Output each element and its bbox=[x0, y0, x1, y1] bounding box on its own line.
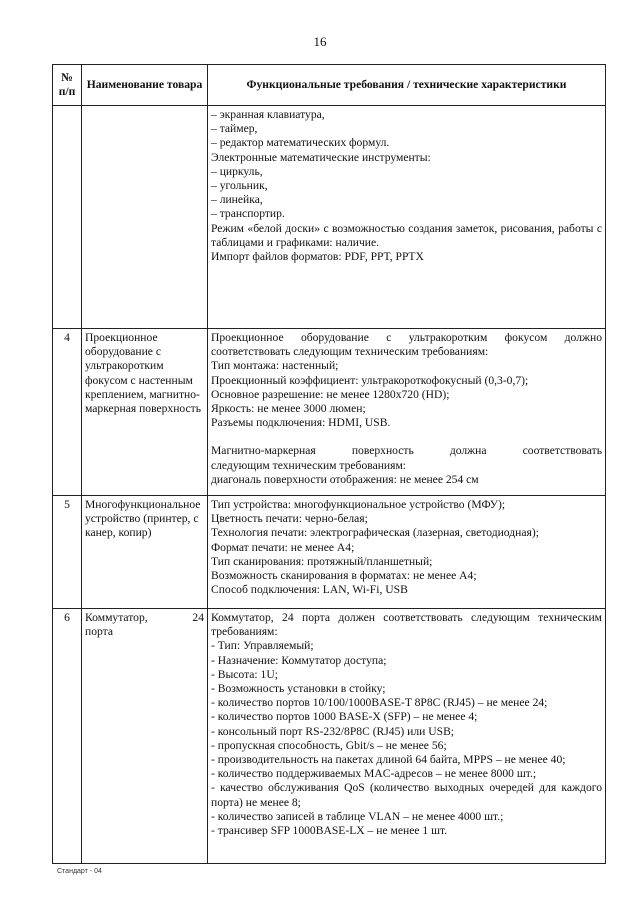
word: поверхность bbox=[351, 444, 414, 458]
row-product-name bbox=[82, 609, 208, 864]
page-number: 16 bbox=[313, 34, 327, 49]
requirement-line: - количество портов 10/100/1000BASE-T 8P8C (RJ45) – не менее 24; bbox=[211, 696, 548, 710]
product-name-first-line bbox=[85, 611, 204, 625]
requirement-line: - Назначение: Коммутатор доступа; bbox=[211, 653, 387, 667]
requirement-line: - трансивер SFP 1000BASE-LX – не менее 1 шт. bbox=[211, 824, 448, 838]
header-requirements: Функциональные требования / технические характеристики bbox=[208, 65, 606, 106]
requirement-line: – экранная клавиатура, bbox=[211, 108, 325, 121]
requirement-line: - качество обслуживания QoS (количество выходных очередей для каждого порта) не менее 8; bbox=[211, 781, 602, 809]
requirement-line: - Тип: Управляемый; bbox=[211, 639, 314, 653]
paragraph-gap bbox=[211, 430, 602, 444]
footer-label: Стандарт - 04 bbox=[57, 868, 102, 875]
requirement-line bbox=[211, 444, 602, 458]
specification-table bbox=[52, 64, 606, 864]
requirement-line: Формат печати: не менее А4; bbox=[211, 540, 355, 554]
requirement-line: Коммутатор, 24 порта должен соответствовать следующим техническим требованиям: bbox=[211, 611, 602, 639]
requirement-line: - консольный порт RS-232/8P8C (RJ45) или USB; bbox=[211, 724, 455, 738]
requirement-line: – транспортир. bbox=[211, 207, 285, 221]
requirement-line: Проекционное оборудование с ультракоротким фокусом должно соответствовать следующим техническим требованиям: bbox=[211, 331, 602, 359]
word: должна bbox=[449, 444, 487, 458]
row-requirements bbox=[208, 106, 606, 329]
requirement-line: Режим «белой доски» с возможностью создания заметок, рисования, работы с таблицами и графиками: наличие. bbox=[211, 221, 602, 249]
requirement-line: Тип сканирования: протяжный/планшетный; bbox=[211, 554, 433, 568]
row-number: 5 bbox=[53, 496, 82, 609]
row-product-name: Многофункциональное устройство (принтер, сканер, копир) bbox=[82, 496, 208, 609]
row-number bbox=[53, 106, 82, 329]
requirement-line: Основное разрешение: не менее 1280х720 (HD); bbox=[211, 387, 450, 401]
product-name-second-line: порта bbox=[85, 625, 113, 639]
row-number: 6 bbox=[53, 609, 82, 864]
requirement-line: Тип монтажа: настенный; bbox=[211, 359, 339, 373]
row-requirements bbox=[208, 496, 606, 609]
requirement-line: Способ подключения: LAN, Wi-Fi, USB bbox=[211, 583, 408, 597]
requirement-line: - Возможность установки в стойку; bbox=[211, 682, 386, 696]
header-product-name: Наименование товара bbox=[82, 65, 208, 106]
requirement-line: Яркость: не менее 3000 люмен; bbox=[211, 402, 366, 416]
table-row bbox=[53, 496, 606, 609]
requirement-line: Возможность сканирования в форматах: не менее А4; bbox=[211, 569, 477, 583]
requirement-line: – редактор математических формул. bbox=[211, 136, 390, 150]
requirement-line: – линейка, bbox=[211, 193, 263, 207]
requirement-line: Технология печати: электрографическая (лазерная, светодиодная); bbox=[211, 526, 539, 540]
requirement-line: следующим техническим требованиям: bbox=[211, 458, 407, 472]
header-number: № п/п bbox=[53, 65, 82, 106]
requirement-line: – таймер, bbox=[211, 122, 258, 136]
row-requirements bbox=[208, 329, 606, 496]
table-row bbox=[53, 609, 606, 864]
requirement-line: - количество портов 1000 BASE-X (SFP) – не менее 4; bbox=[211, 710, 478, 724]
requirement-line: Импорт файлов форматов: PDF, PPT, PPTX bbox=[211, 250, 424, 264]
requirement-line: Проекционный коэффициент: ультракороткофокусный (0,3-0,7); bbox=[211, 373, 529, 387]
row-number: 4 bbox=[53, 329, 82, 496]
requirement-line: Электронные математические инструменты: bbox=[211, 150, 431, 164]
row-product-name bbox=[82, 106, 208, 329]
word: 24 bbox=[192, 611, 204, 624]
word: Магнитно-маркерная bbox=[211, 444, 316, 458]
row-requirements bbox=[208, 609, 606, 864]
requirement-line: - производительность на пакетах длиной 64 байта, MPPS – не менее 40; bbox=[211, 753, 566, 767]
word: соответствовать bbox=[522, 444, 602, 458]
requirement-line: диагональ поверхности отображения: не менее 254 см bbox=[211, 472, 479, 486]
table-row bbox=[53, 106, 606, 329]
table-header-row bbox=[53, 65, 606, 106]
table-row bbox=[53, 329, 606, 496]
row-product-name: Проекционное оборудование с ультракоротким фокусом с настенным креплением, магнитно-маркерная поверхность bbox=[82, 329, 208, 496]
requirement-line: – угольник, bbox=[211, 179, 268, 193]
requirement-line: Тип устройства: многофункциональное устройство (МФУ); bbox=[211, 498, 506, 511]
requirement-line: - количество поддерживаемых MAC-адресов – не менее 8000 шт.; bbox=[211, 767, 537, 781]
requirement-line: Цветность печати: черно-белая; bbox=[211, 512, 368, 526]
word: Коммутатор, bbox=[85, 611, 148, 624]
requirement-line: - пропускная способность, Gbit/s – не менее 56; bbox=[211, 738, 447, 752]
requirement-line: - количество записей в таблице VLAN – не менее 4000 шт.; bbox=[211, 809, 504, 823]
requirement-line: Разъемы подключения: HDMI, USB. bbox=[211, 416, 391, 430]
requirement-line: – циркуль, bbox=[211, 164, 263, 178]
requirement-line: - Высота: 1U; bbox=[211, 667, 278, 681]
